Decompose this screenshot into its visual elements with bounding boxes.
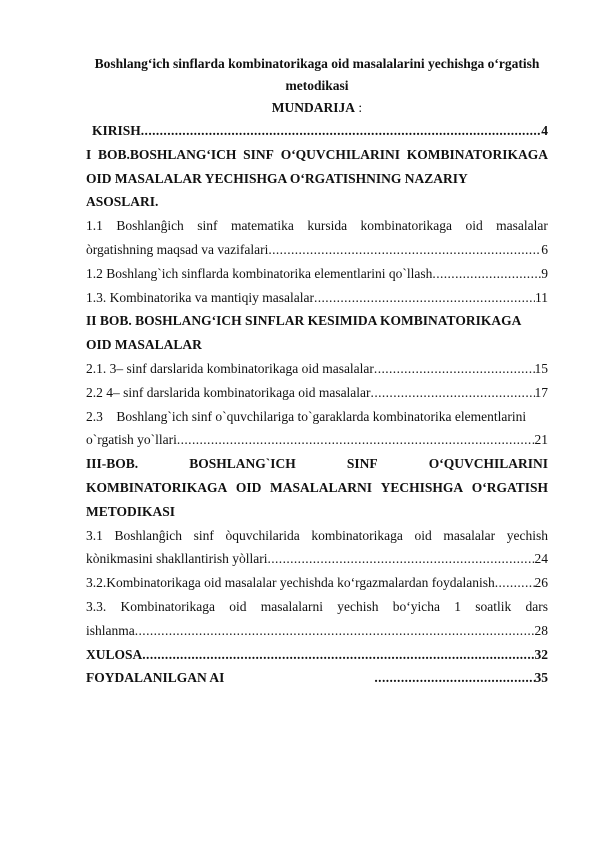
word: OID (235, 479, 262, 495)
word: matematika (230, 218, 294, 234)
toc-entry-1-2 (86, 262, 548, 286)
toc-entry-2-2 (86, 381, 548, 405)
word: O‘QUVCHILARINI (428, 456, 548, 472)
toc-heading-bob3-line3: METODIKASI (86, 503, 176, 519)
toc-leader-dots (142, 643, 534, 667)
word: oid (229, 598, 247, 614)
contents-label: MUNDARIJA (271, 100, 356, 115)
word: O‘RGATISH (471, 479, 548, 495)
toc-entry-text: kònikmasini shakllantirish yòllari (86, 551, 268, 567)
word: kursida (307, 218, 348, 234)
toc-entry-2-1 (86, 357, 548, 381)
word: sinf (197, 218, 218, 234)
word: I (86, 146, 92, 162)
toc-entry-kirish (86, 119, 548, 143)
word: kombinatorikaga (311, 527, 403, 543)
word: Kombinatorikaga (120, 598, 215, 614)
toc-page-number: 28 (534, 622, 548, 638)
word: YECHISHGA (380, 479, 464, 495)
word: masalalar (443, 527, 496, 543)
toc-leader-dots (314, 286, 535, 310)
contents-heading (86, 98, 548, 118)
word: sinf (193, 527, 214, 543)
toc-entry-xulosa (86, 643, 548, 667)
toc-entry-1-3 (86, 286, 548, 310)
word: SINF (346, 456, 378, 472)
toc-entry-3-3-line2 (86, 619, 548, 643)
word: 3.3. (86, 598, 107, 614)
word: 1 (454, 598, 461, 614)
word: KOMBINATORIKAGA (86, 479, 228, 495)
toc-entry-text: 3.2.Kombinatorikaga oid masalalar yechishda ko‘rgazmalardan foydalanish (86, 575, 495, 591)
toc-page-number: 35 (534, 670, 548, 686)
toc-entry-foydalanilgan (86, 666, 548, 690)
toc-entry-2-3-line1: 2.3 Boshlang`ich sinf o`quvchilariga to`garaklarda kombinatorika elementlarini (86, 408, 527, 424)
word: òquvchilarida (225, 527, 300, 543)
word: oid (465, 218, 483, 234)
title-line-1: Boshlang‘ich sinflarda kombinatorikaga oid masalalarini yechishga o‘rgatish (94, 56, 540, 71)
word: III-BOB. (86, 456, 139, 472)
toc-entry-text: 1.2 Boshlang`ich sinflarda kombinatorika elementlarini qo`llash (86, 265, 433, 281)
document-title (86, 53, 548, 97)
word: kombinatorikaga (360, 218, 453, 234)
word: 1.1 (86, 218, 103, 234)
toc-entry-text: XULOSA (86, 646, 143, 662)
toc-heading-bob1-line3: ASOSLARI. (86, 194, 159, 210)
toc-entry-1-1-line1 (86, 214, 548, 238)
toc-entry-3-1-line2 (86, 547, 548, 571)
word: yechish (337, 598, 379, 614)
toc-leader-dots (268, 238, 541, 262)
toc-leader-dots (432, 262, 541, 286)
toc-entry-text: òrgatishning maqsad va vazifalari (86, 241, 269, 257)
toc-leader-dots (374, 666, 534, 690)
toc-leader-dots (141, 119, 541, 143)
table-of-contents (86, 119, 548, 690)
toc-page-number: 24 (534, 551, 548, 567)
contents-colon: : (355, 100, 363, 115)
toc-entry-text: FOYDALANILGAN AI (86, 670, 225, 686)
toc-heading-bob3-line2 (86, 476, 548, 500)
word: O‘QUVCHILARINI (280, 146, 400, 162)
toc-entry-2-3-line2 (86, 428, 548, 452)
toc-entry-text: 1.3. Kombinatorika va mantiqiy masalalar (86, 289, 314, 305)
toc-page-number: 21 (534, 432, 548, 448)
word: MASALALARNI (269, 479, 372, 495)
word: KOMBINATORIKAGA (406, 146, 548, 162)
toc-heading-bob2-line2: OID MASALALAR (86, 337, 202, 353)
toc-page-number: 32 (534, 646, 548, 662)
toc-page-number: 9 (541, 265, 548, 281)
toc-page-number: 6 (541, 241, 548, 257)
word: Boshlanĝich (114, 527, 182, 543)
toc-page-number: 15 (534, 360, 548, 376)
toc-leader-dots (495, 571, 535, 595)
toc-entry-text: 2.2 4– sinf darslarida kombinatorikaga oid masalalar (86, 384, 371, 400)
toc-page-number: 4 (541, 123, 548, 138)
toc-heading-bob1-line1 (86, 143, 548, 167)
toc-leader-dots (177, 428, 535, 452)
word: Boshlanĝich (116, 218, 184, 234)
word: dars (525, 598, 548, 614)
word: bo‘yicha (392, 598, 440, 614)
toc-entry-text: KIRISH (92, 123, 141, 138)
toc-heading-bob2-line1: II BOB. BOSHLANG‘ICH SINFLAR KESIMIDA KOMBINATORIKAGA (86, 313, 522, 329)
toc-entry-text: ishlanma (86, 622, 135, 638)
toc-leader-dots (371, 381, 535, 405)
word: BOSHLANG`ICH (189, 456, 296, 472)
toc-page-number: 26 (534, 575, 548, 591)
title-line-2: metodikasi (285, 78, 349, 93)
toc-entry-3-3-line1 (86, 595, 548, 619)
word: oid (414, 527, 432, 543)
toc-entry-1-1-line2 (86, 238, 548, 262)
word: yechish (506, 527, 548, 543)
word: soatlik (475, 598, 512, 614)
toc-entry-3-2 (86, 571, 548, 595)
toc-leader-dots (267, 547, 534, 571)
toc-heading-bob3-line1 (86, 452, 548, 476)
toc-entry-text: 2.1. 3– sinf darslarida kombinatorikaga oid masalalar (86, 360, 374, 376)
toc-heading-bob1-line2: OID MASALALAR YECHISHGA O‘RGATISHNING NAZARIY (86, 170, 468, 186)
word: BOB.BOSHLANG‘ICH (98, 146, 237, 162)
toc-entry-text: o`rgatish yo`llari (86, 432, 177, 448)
toc-page-number: 11 (535, 289, 548, 305)
word: masalalarni (260, 598, 323, 614)
toc-entry-3-1-line1 (86, 524, 548, 548)
word: SINF (243, 146, 274, 162)
word: 3.1 (86, 527, 103, 543)
word: masalalar (496, 218, 548, 234)
toc-page-number: 17 (534, 384, 548, 400)
toc-leader-dots (135, 619, 535, 643)
toc-leader-dots (374, 357, 535, 381)
